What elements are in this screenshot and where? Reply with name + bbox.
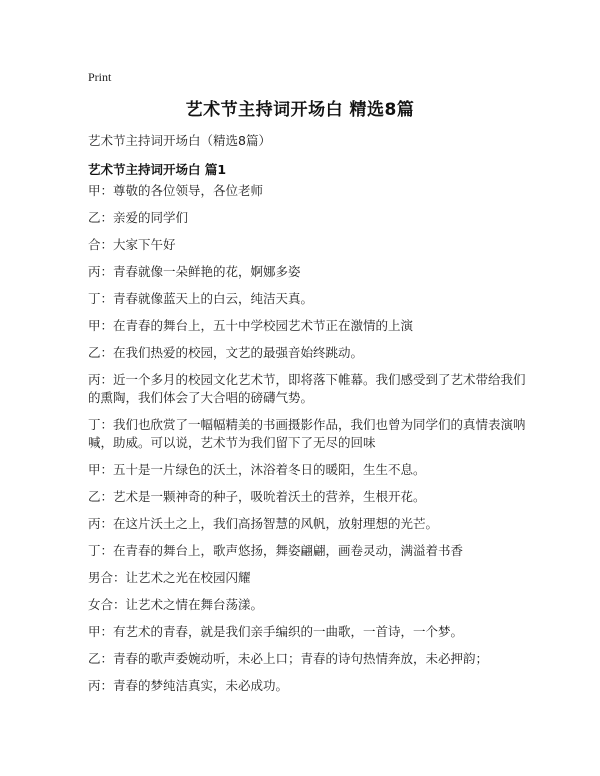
print-label: Print [88,70,112,84]
section-heading: 艺术节主持词开场白 篇1 [88,162,227,177]
document-subtitle: 艺术节主持词开场白（精选8篇） [88,133,271,148]
script-line: 男合：让艺术之光在校园闪耀 [88,570,251,585]
script-line: 乙：亲爱的同学们 [88,210,189,225]
script-lines [88,182,528,704]
script-line: 合：大家下午好 [88,237,176,252]
script-line: 甲：尊敬的各位领导，各位老师 [88,183,264,198]
script-line: 甲：五十是一片绿色的沃土，沐浴着冬日的暖阳，生生不息。 [88,462,426,477]
script-line: 甲：在青春的舞台上，五十中学校园艺术节正在激情的上演 [88,318,414,333]
script-line: 丁：在青春的舞台上，歌声悠扬，舞姿翩翩，画卷灵动，满溢着书香 [88,543,464,558]
script-line: 女合：让艺术之情在舞台荡漾。 [88,597,264,612]
script-line: 乙：青春的歌声委婉动听，未必上口；青春的诗句热情奔放，未必押韵； [88,651,489,666]
page-title: 艺术节主持词开场白 精选8篇 [185,100,415,120]
script-line: 丁：我们也欣赏了一幅幅精美的书画摄影作品，我们也曾为同学们的真情表演呐喊，助威。可以说，艺术节为我们留下了无尽的回味 [88,417,526,450]
script-line: 丙：在这片沃土之上，我们高扬智慧的风帆，放射理想的光芒。 [88,516,439,531]
script-line: 甲：有艺术的青春，就是我们亲手编织的一曲歌，一首诗，一个梦。 [88,624,464,639]
script-line: 乙：艺术是一颗神奇的种子，吸吮着沃土的营养，生根开花。 [88,489,426,504]
script-line: 丙：青春就像一朵鲜艳的花，婀娜多姿 [88,264,301,279]
script-line: 丙：青春的梦纯洁真实，未必成功。 [88,678,289,693]
script-line: 丁：青春就像蓝天上的白云，纯洁天真。 [88,291,314,306]
script-line: 乙：在我们热爱的校园，文艺的最强音始终跳动。 [88,345,364,360]
script-line: 丙：近一个多月的校园文化艺术节，即将落下帷幕。我们感受到了艺术带给我们的熏陶，我们体会了大合唱的磅礴气势。 [88,372,526,405]
